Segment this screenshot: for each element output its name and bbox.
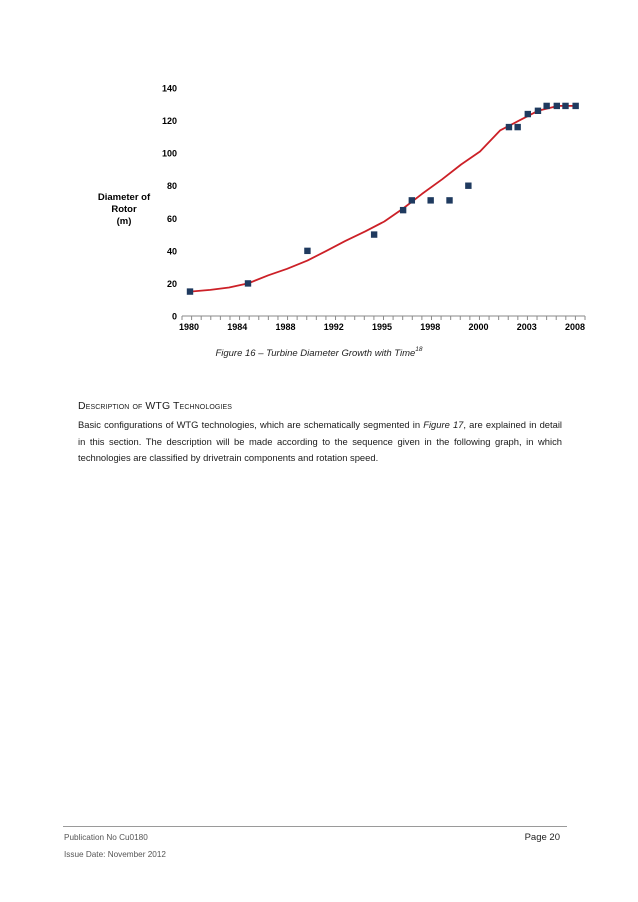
data-point <box>409 197 415 203</box>
y-tick-label: 60 <box>166 213 177 224</box>
data-point <box>572 103 578 109</box>
x-tick-label: 1995 <box>371 322 393 332</box>
y-axis <box>162 84 177 322</box>
data-point <box>514 124 520 130</box>
y-axis-title <box>84 192 164 228</box>
data-point <box>535 108 541 114</box>
x-tick-label: 2000 <box>468 322 489 332</box>
data-point <box>427 197 433 203</box>
data-point <box>506 124 512 130</box>
x-tick-label: 1998 <box>420 322 441 332</box>
trend-line <box>190 106 577 292</box>
x-tick-label: 1980 <box>178 322 200 332</box>
paragraph-part-1: Basic configurations of WTG technologies, which are schematically segmented in <box>78 419 424 430</box>
x-tick-label: 2008 <box>564 322 586 332</box>
data-point <box>554 103 560 109</box>
y-axis-title-line-1: Diameter of Rotor <box>97 192 151 215</box>
data-point <box>525 111 531 117</box>
data-point <box>446 197 452 203</box>
paragraph-part-2: , are explained in detail in this section. The description will be made according to the sequence given in the following graph, in which technologies are classified by drivetrain components and rotation speed. <box>78 419 563 463</box>
y-tick-label: 120 <box>161 116 177 127</box>
section-heading: Description of WTG Technologies <box>78 400 232 412</box>
data-point <box>187 288 193 294</box>
y-axis-title-line-2: (m) <box>116 216 132 227</box>
figure-caption-text: Figure 16 – Turbine Diameter Growth with Time <box>215 348 416 359</box>
footer-issue-date: Issue Date: November 2012 <box>64 850 166 859</box>
x-tick-label: 1988 <box>275 322 296 332</box>
footnote-ref: 18 <box>415 346 423 353</box>
data-point <box>245 280 251 286</box>
figure-reference: Figure 17 <box>423 419 464 430</box>
chart-series <box>187 103 579 295</box>
y-tick-label: 100 <box>161 148 177 159</box>
data-point <box>371 231 377 237</box>
turbine-diameter-chart <box>0 0 638 340</box>
page-number: Page 20 <box>524 832 560 843</box>
figure-caption <box>0 346 638 359</box>
data-point <box>465 183 471 189</box>
x-tick-label: 1984 <box>227 322 248 332</box>
data-point <box>562 103 568 109</box>
footer-publication: Publication No Cu0180 <box>64 833 148 842</box>
x-axis <box>179 316 585 332</box>
y-tick-label: 40 <box>166 246 177 257</box>
section-paragraph <box>78 417 562 467</box>
y-tick-label: 80 <box>166 181 177 192</box>
data-point <box>400 207 406 213</box>
y-tick-label: 140 <box>161 83 177 94</box>
y-tick-label: 20 <box>166 278 177 289</box>
footer-divider <box>63 826 567 827</box>
x-tick-label: 1992 <box>323 322 344 332</box>
y-tick-label: 0 <box>171 311 177 322</box>
data-point <box>543 103 549 109</box>
data-point <box>304 248 310 254</box>
x-tick-label: 2003 <box>516 322 537 332</box>
